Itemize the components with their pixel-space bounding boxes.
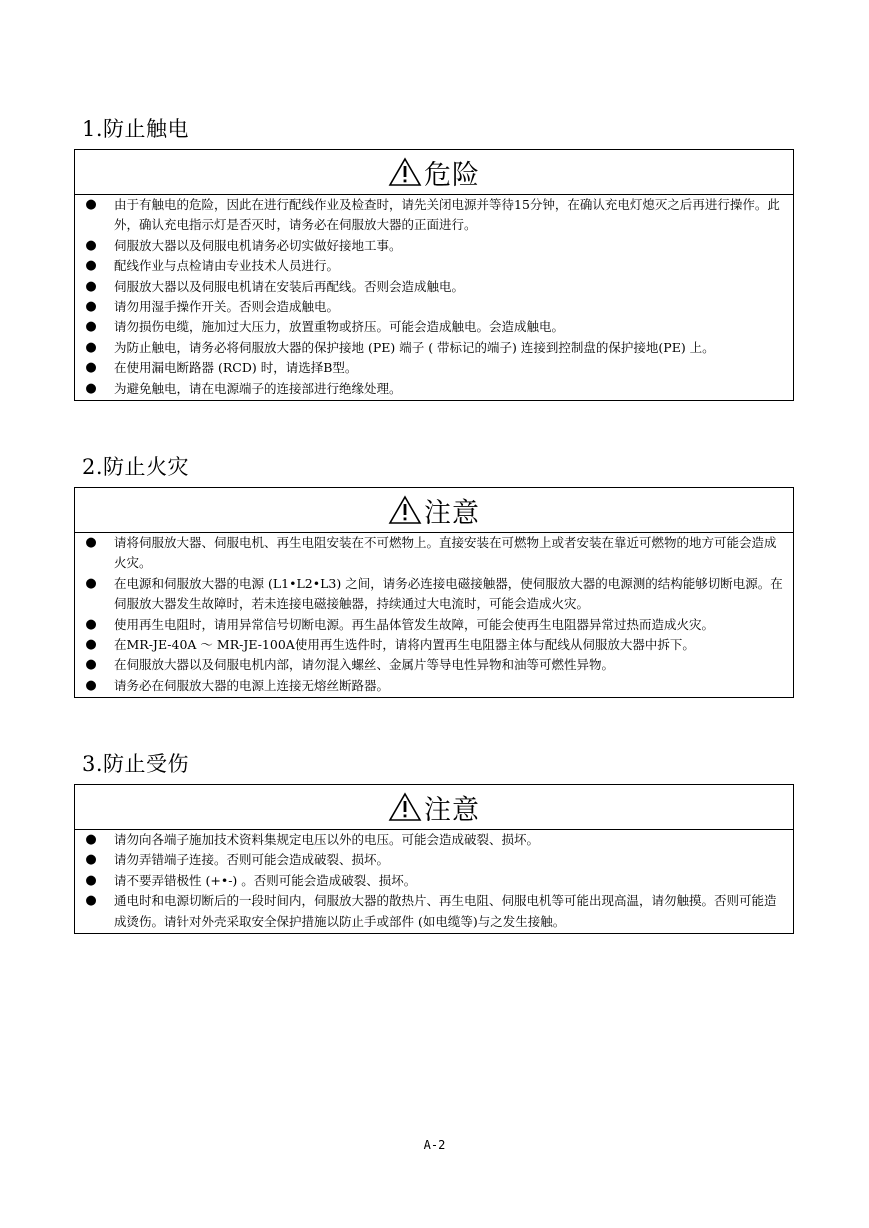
bullet: ● xyxy=(85,380,97,396)
item-text: 在伺服放大器以及伺服电机内部，请勿混入螺丝、金属片等导电性异物和油等可燃性异物。 xyxy=(114,657,615,673)
box-header xyxy=(75,488,793,533)
item-text: 为避免触电，请在电源端子的连接部进行绝缘处理。 xyxy=(114,380,402,396)
list-item xyxy=(75,830,793,850)
item-list xyxy=(75,195,793,400)
box-header xyxy=(75,785,793,830)
list-item xyxy=(75,871,793,891)
item-list xyxy=(75,533,793,697)
bullet: ● xyxy=(85,677,97,693)
list-item xyxy=(75,635,793,655)
item-text: 请勿弄错端子连接。否则可能会造成破裂、损坏。 xyxy=(114,852,390,868)
bullet: ● xyxy=(85,535,97,550)
bullet: ● xyxy=(85,319,97,335)
danger-label: 危险 xyxy=(424,159,480,191)
warning-triangle-icon xyxy=(388,792,422,822)
list-item xyxy=(75,379,793,399)
bullet: ● xyxy=(85,237,97,253)
section-title-injury: 3.防止受伤 xyxy=(82,752,190,776)
caution-box-injury xyxy=(74,784,794,934)
list-item xyxy=(75,236,793,256)
box-header xyxy=(75,150,793,195)
item-text: 请勿向各端子施加技术资料集规定电压以外的电压。可能会造成破裂、损坏。 xyxy=(114,832,540,847)
bullet: ● xyxy=(85,278,97,294)
item-text: 在电源和伺服放大器的电源 (L1•L2•L3) 之间，请务必连接电磁接触器，使伺服放大器的电源测的结构能够切断电源。在伺服放大器发生故障时，若未连接电磁接触器，持续通过大电流时，可能会造成火灾。 xyxy=(114,575,783,612)
bullet: ● xyxy=(85,657,97,673)
item-text: 伺服放大器以及伺服电机请务必切实做好接地工事。 xyxy=(114,237,402,253)
list-item xyxy=(75,891,793,932)
list-item xyxy=(75,256,793,276)
list-item xyxy=(75,533,793,574)
list-item xyxy=(75,655,793,675)
item-text: 通电时和电源切断后的一段时间内，伺服放大器的散热片、再生电阻、伺服电机等可能出现高温，请勿触摸。否则可能造成烫伤。请针对外壳采取安全保护措施以防止手或部件 (如电缆等)与之发生接触。 xyxy=(114,893,777,929)
bullet: ● xyxy=(85,872,97,888)
bullet: ● xyxy=(85,360,97,376)
danger-box xyxy=(74,149,794,401)
list-item xyxy=(75,195,793,236)
caution-box-fire xyxy=(74,487,794,698)
list-item xyxy=(75,676,793,696)
bullet: ● xyxy=(85,832,97,847)
section-title-electric-shock: 1.防止触电 xyxy=(82,117,190,141)
bullet: ● xyxy=(85,197,97,212)
warning-triangle-icon xyxy=(388,495,422,525)
item-text: 在MR-JE-40A ～ MR-JE-100A使用再生选件时，请将内置再生电阻器主体与配线从伺服放大器中拆下。 xyxy=(114,637,695,653)
item-text: 为防止触电，请务必将伺服放大器的保护接地 (PE) 端子 ( 带标记的端子) 连接到控制盘的保护接地(PE) 上。 xyxy=(114,339,715,355)
bullet: ● xyxy=(85,616,97,632)
item-text: 请不要弄错极性 (+•-) 。否则可能会造成破裂、损坏。 xyxy=(114,872,417,888)
list-item xyxy=(75,297,793,317)
bullet: ● xyxy=(85,258,97,274)
item-text: 配线作业与点检请由专业技术人员进行。 xyxy=(114,258,340,274)
bullet: ● xyxy=(85,339,97,355)
list-item xyxy=(75,615,793,635)
list-item xyxy=(75,574,793,615)
bullet: ● xyxy=(85,637,97,653)
item-list xyxy=(75,830,793,933)
list-item xyxy=(75,317,793,337)
bullet: ● xyxy=(85,852,97,868)
list-item xyxy=(75,277,793,297)
warning-triangle-icon xyxy=(388,157,422,187)
list-item xyxy=(75,850,793,870)
bullet: ● xyxy=(85,575,97,591)
bullet: ● xyxy=(85,893,97,909)
caution-label: 注意 xyxy=(424,497,480,529)
item-text: 请务必在伺服放大器的电源上连接无熔丝断路器。 xyxy=(114,677,390,693)
page-number: A-2 xyxy=(423,1138,446,1152)
list-item xyxy=(75,338,793,358)
list-item xyxy=(75,358,793,378)
item-text: 请勿损伤电缆，施加过大压力，放置重物或挤压。可能会造成触电。会造成触电。 xyxy=(114,319,565,335)
item-text: 在使用漏电断路器 (RCD) 时，请选择B型。 xyxy=(114,360,358,376)
item-text: 由于有触电的危险，因此在进行配线作业及检查时，请先关闭电源并等待15分钟，在确认充电灯熄灭之后再进行操作。此外，确认充电指示灯是否灭时，请务必在伺服放大器的正面进行。 xyxy=(114,197,780,233)
section-title-fire: 2.防止火灾 xyxy=(82,455,190,479)
item-text: 请将伺服放大器、伺服电机、再生电阻安装在不可燃物上。直接安装在可燃物上或者安装在靠近可燃物的地方可能会造成火灾。 xyxy=(114,535,777,571)
bullet: ● xyxy=(85,299,97,315)
item-text: 请勿用湿手操作开关。否则会造成触电。 xyxy=(114,299,340,315)
item-text: 伺服放大器以及伺服电机请在安装后再配线。否则会造成触电。 xyxy=(114,278,465,294)
item-text: 使用再生电阻时，请用异常信号切断电源。再生晶体管发生故障，可能会使再生电阻器异常过热而造成火灾。 xyxy=(114,616,715,632)
caution-label: 注意 xyxy=(424,794,480,826)
